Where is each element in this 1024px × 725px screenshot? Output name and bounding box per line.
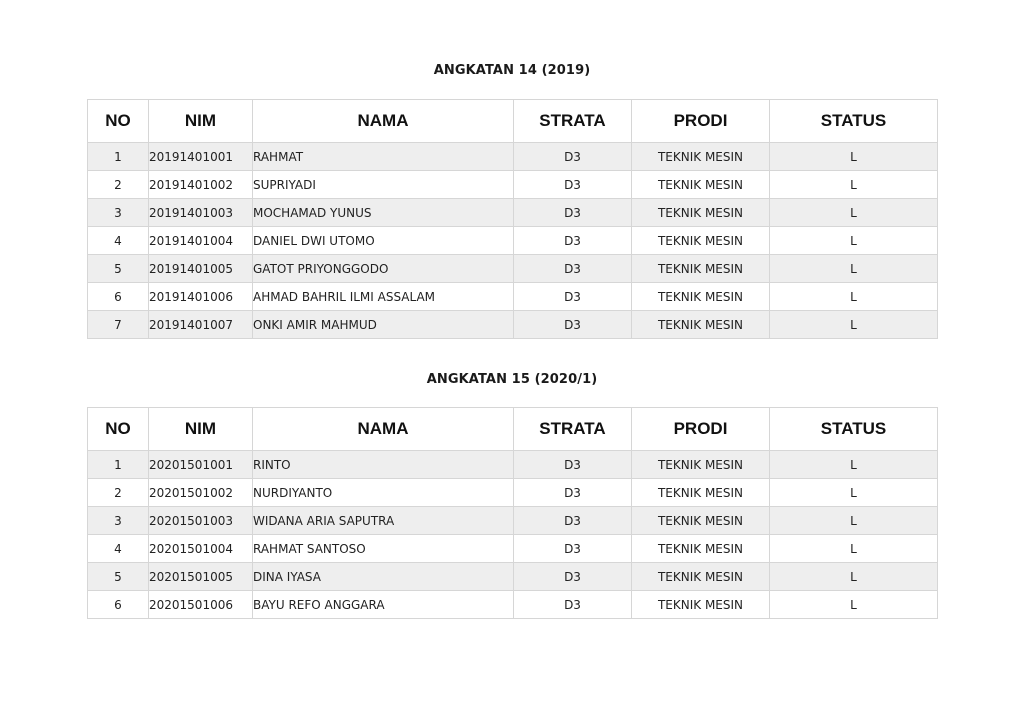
cell-nim: 20201501005 xyxy=(149,563,253,591)
cell-nim: 20201501002 xyxy=(149,479,253,507)
cell-status: L xyxy=(770,451,938,479)
cell-no: 5 xyxy=(88,563,149,591)
cell-status: L xyxy=(770,563,938,591)
table-header-row xyxy=(88,100,938,143)
cell-status: L xyxy=(770,199,938,227)
cell-nim: 20191401001 xyxy=(149,143,253,171)
column-header-status: STATUS xyxy=(770,100,938,143)
cell-nama: DINA IYASA xyxy=(253,563,514,591)
cell-nama: NURDIYANTO xyxy=(253,479,514,507)
cell-nama: DANIEL DWI UTOMO xyxy=(253,227,514,255)
table-row xyxy=(88,283,938,311)
cell-nim: 20191401002 xyxy=(149,171,253,199)
cell-strata: D3 xyxy=(514,591,632,619)
cell-status: L xyxy=(770,171,938,199)
cell-no: 2 xyxy=(88,479,149,507)
cell-no: 6 xyxy=(88,591,149,619)
cell-no: 4 xyxy=(88,535,149,563)
column-header-strata: STRATA xyxy=(514,408,632,451)
cell-nama: RINTO xyxy=(253,451,514,479)
cell-prodi: TEKNIK MESIN xyxy=(632,255,770,283)
cell-nama: WIDANA ARIA SAPUTRA xyxy=(253,507,514,535)
table-row xyxy=(88,563,938,591)
cell-no: 6 xyxy=(88,283,149,311)
cell-strata: D3 xyxy=(514,199,632,227)
section-title-angkatan-14: ANGKATAN 14 (2019) xyxy=(433,63,591,78)
cell-prodi: TEKNIK MESIN xyxy=(632,451,770,479)
cell-nama: GATOT PRIYONGGODO xyxy=(253,255,514,283)
cell-nama: MOCHAMAD YUNUS xyxy=(253,199,514,227)
table-row xyxy=(88,591,938,619)
cell-no: 3 xyxy=(88,199,149,227)
column-header-prodi: PRODI xyxy=(632,408,770,451)
table-row xyxy=(88,227,938,255)
student-table-angkatan-14 xyxy=(87,99,938,339)
cell-no: 1 xyxy=(88,143,149,171)
column-header-nim: NIM xyxy=(149,408,253,451)
cell-status: L xyxy=(770,143,938,171)
cell-prodi: TEKNIK MESIN xyxy=(632,283,770,311)
column-header-status: STATUS xyxy=(770,408,938,451)
cell-prodi: TEKNIK MESIN xyxy=(632,227,770,255)
cell-strata: D3 xyxy=(514,255,632,283)
table-row xyxy=(88,507,938,535)
column-header-strata: STRATA xyxy=(514,100,632,143)
table-row xyxy=(88,171,938,199)
column-header-prodi: PRODI xyxy=(632,100,770,143)
table-row xyxy=(88,255,938,283)
cell-status: L xyxy=(770,479,938,507)
cell-strata: D3 xyxy=(514,563,632,591)
cell-strata: D3 xyxy=(514,143,632,171)
table-row xyxy=(88,479,938,507)
column-header-no: NO xyxy=(88,100,149,143)
cell-nama: ONKI AMIR MAHMUD xyxy=(253,311,514,339)
cell-nim: 20191401004 xyxy=(149,227,253,255)
cell-status: L xyxy=(770,283,938,311)
cell-no: 7 xyxy=(88,311,149,339)
cell-nama: SUPRIYADI xyxy=(253,171,514,199)
cell-no: 4 xyxy=(88,227,149,255)
cell-prodi: TEKNIK MESIN xyxy=(632,563,770,591)
column-header-nim: NIM xyxy=(149,100,253,143)
cell-nim: 20201501001 xyxy=(149,451,253,479)
column-header-no: NO xyxy=(88,408,149,451)
student-table-angkatan-15 xyxy=(87,407,938,619)
cell-nim: 20201501004 xyxy=(149,535,253,563)
cell-prodi: TEKNIK MESIN xyxy=(632,535,770,563)
table-row xyxy=(88,535,938,563)
cell-prodi: TEKNIK MESIN xyxy=(632,171,770,199)
cell-status: L xyxy=(770,227,938,255)
cell-nim: 20191401003 xyxy=(149,199,253,227)
column-header-nama: NAMA xyxy=(253,100,514,143)
cell-prodi: TEKNIK MESIN xyxy=(632,479,770,507)
cell-no: 5 xyxy=(88,255,149,283)
cell-nama: AHMAD BAHRIL ILMI ASSALAM xyxy=(253,283,514,311)
cell-nim: 20201501003 xyxy=(149,507,253,535)
cell-strata: D3 xyxy=(514,227,632,255)
cell-no: 2 xyxy=(88,171,149,199)
table-row xyxy=(88,451,938,479)
table-row xyxy=(88,199,938,227)
cell-nama: RAHMAT SANTOSO xyxy=(253,535,514,563)
cell-strata: D3 xyxy=(514,171,632,199)
table-row xyxy=(88,143,938,171)
cell-nim: 20191401006 xyxy=(149,283,253,311)
cell-prodi: TEKNIK MESIN xyxy=(632,199,770,227)
cell-status: L xyxy=(770,255,938,283)
cell-no: 1 xyxy=(88,451,149,479)
cell-status: L xyxy=(770,535,938,563)
section-title-angkatan-15: ANGKATAN 15 (2020/1) xyxy=(426,372,598,387)
cell-status: L xyxy=(770,311,938,339)
cell-prodi: TEKNIK MESIN xyxy=(632,143,770,171)
cell-strata: D3 xyxy=(514,311,632,339)
cell-strata: D3 xyxy=(514,451,632,479)
cell-prodi: TEKNIK MESIN xyxy=(632,591,770,619)
cell-status: L xyxy=(770,507,938,535)
cell-no: 3 xyxy=(88,507,149,535)
cell-nama: BAYU REFO ANGGARA xyxy=(253,591,514,619)
cell-nim: 20191401007 xyxy=(149,311,253,339)
cell-status: L xyxy=(770,591,938,619)
cell-nim: 20201501006 xyxy=(149,591,253,619)
cell-strata: D3 xyxy=(514,535,632,563)
cell-nama: RAHMAT xyxy=(253,143,514,171)
cell-strata: D3 xyxy=(514,507,632,535)
cell-strata: D3 xyxy=(514,479,632,507)
table-row xyxy=(88,311,938,339)
column-header-nama: NAMA xyxy=(253,408,514,451)
cell-prodi: TEKNIK MESIN xyxy=(632,311,770,339)
cell-nim: 20191401005 xyxy=(149,255,253,283)
table-header-row xyxy=(88,408,938,451)
cell-prodi: TEKNIK MESIN xyxy=(632,507,770,535)
cell-strata: D3 xyxy=(514,283,632,311)
